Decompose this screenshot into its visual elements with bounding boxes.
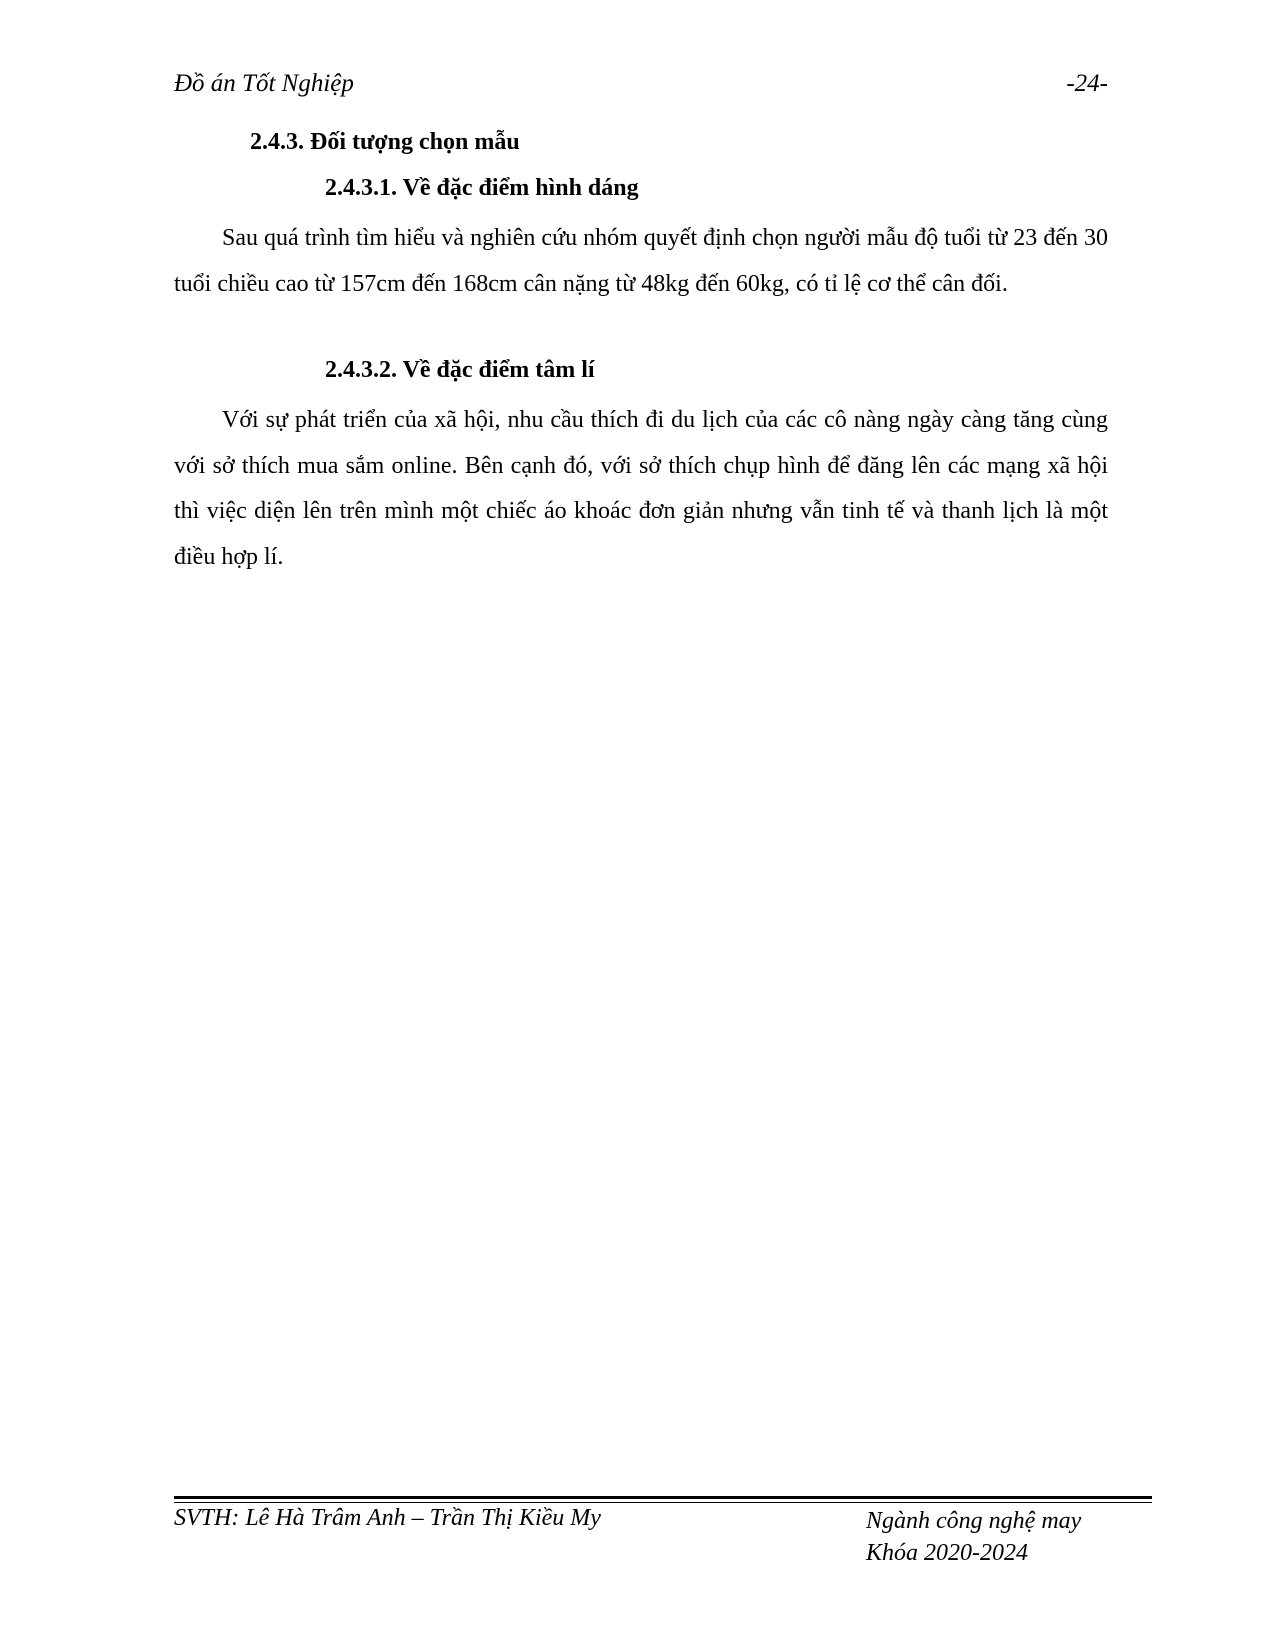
footer-divider-thick	[174, 1496, 1152, 1499]
subsection-heading-psychology: 2.4.3.2. Về đặc điểm tâm lí	[325, 357, 595, 383]
footer-authors: SVTH: Lê Hà Trâm Anh – Trần Thị Kiều My	[174, 1505, 601, 1531]
footer-major: Ngành công nghệ may	[866, 1508, 1082, 1534]
page-header	[174, 70, 1108, 106]
header-title: Đồ án Tốt Nghiệp	[174, 70, 354, 97]
subsection-heading-shape: 2.4.3.1. Về đặc điểm hình dáng	[325, 175, 639, 201]
footer-divider-thin	[174, 1502, 1152, 1503]
paragraph-psychology: Với sự phát triển của xã hội, nhu cầu thích đi du lịch của các cô nàng ngày càng tăng cùng với sở thích mua sắm online. Bên cạnh đó, với sở thích chụp hình để đăng lên các mạng xã hội thì việc diện lên trên mình một chiếc áo khoác đơn giản nhưng vẫn tinh tế và thanh lịch là một điều hợp lí.	[174, 407, 1108, 570]
footer-info	[866, 1505, 1081, 1569]
paragraph-shape: Sau quá trình tìm hiểu và nghiên cứu nhóm quyết định chọn người mẫu độ tuổi từ 23 đến 30 tuổi chiều cao từ 157cm đến 168cm cân nặng từ 48kg đến 60kg, có tỉ lệ cơ thể cân đối.	[174, 225, 1108, 297]
page-number: -24-	[1066, 70, 1108, 97]
section-heading: 2.4.3. Đối tượng chọn mẫu	[250, 129, 520, 155]
footer-course: Khóa 2020-2024	[866, 1540, 1028, 1566]
